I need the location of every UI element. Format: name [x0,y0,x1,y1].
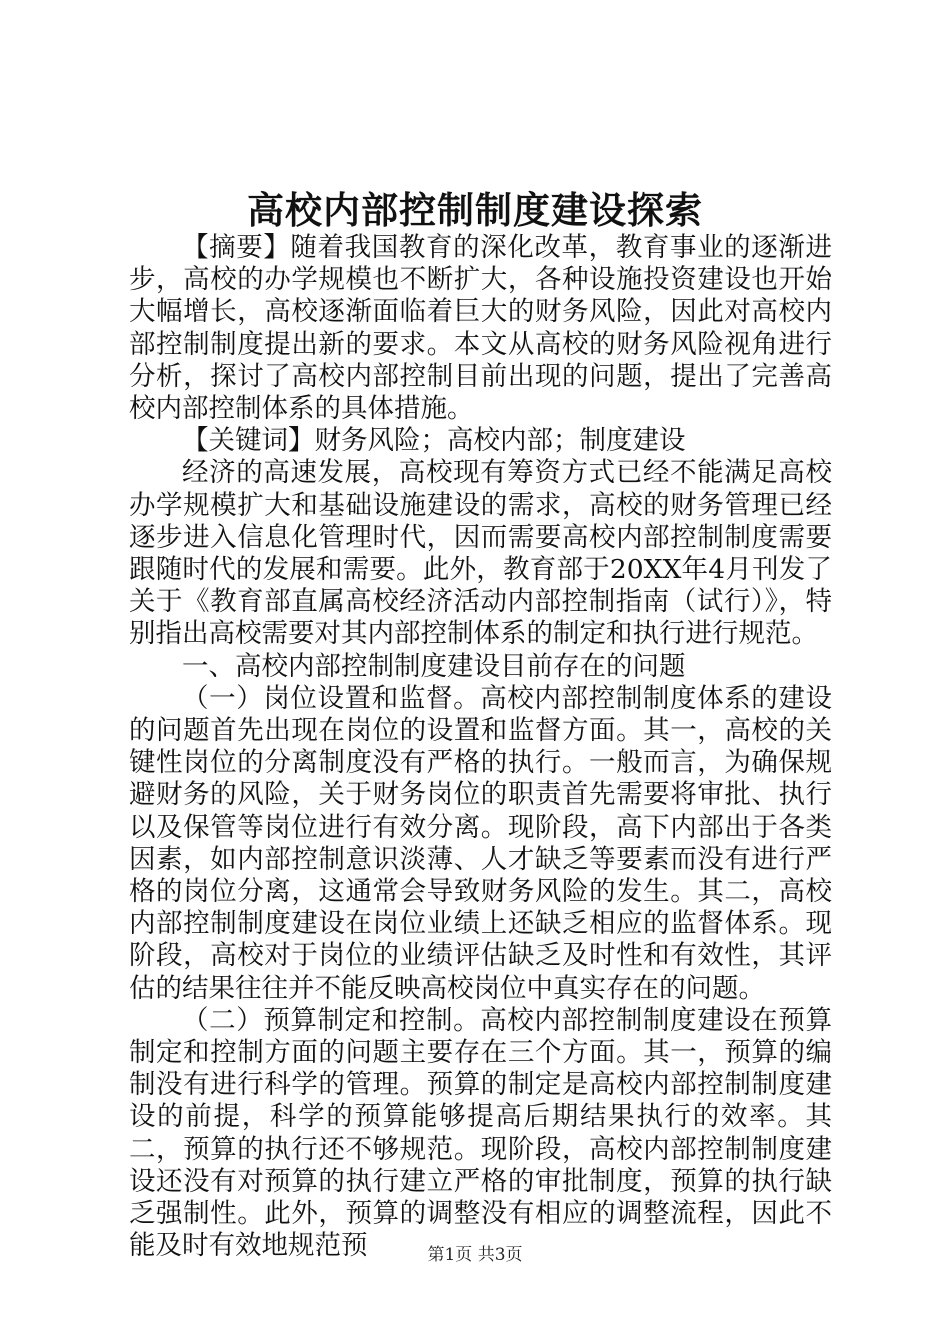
subsection-post-paragraph: （一）岗位设置和监督。高校内部控制制度体系的建设的问题首先出现在岗位的设置和监督方面。其一，高校的关键性岗位的分离制度没有严格的执行。一般而言，为确保规避财务的风险，关于财务岗位的职责首先需要将审批、执行以及保管等岗位进行有效分离。现阶段，高下内部出于各类因素，如内部控制意识淡薄、人才缺乏等要素而没有进行严格的岗位分离，这通常会导致财务风险的发生。其二，高校内部控制制度建设在岗位业绩上还缺乏相应的监督体系。现阶段，高校对于岗位的业绩评估缺乏及时性和有效性，其评估的结果往往并不能反映高校岗位中真实存在的问题。 [129,682,832,1004]
section-heading: 一、高校内部控制制度建设目前存在的问题 [182,650,686,682]
keywords-paragraph: 【关键词】财务风险；高校内部；制度建设 [182,425,686,457]
subsection-budget-paragraph: （二）预算制定和控制。高校内部控制制度建设在预算制定和控制方面的问题主要存在三个方面。其一，预算的编制没有进行科学的管理。预算的制定是高校内部控制制度建设的前提，科学的预算能够提高后期结果执行的效率。其二，预算的执行还不够规范。现阶段，高校内部控制制度建设还没有对预算的执行建立严格的审批制度，预算的执行缺乏强制性。此外，预算的调整没有相应的调整流程，因此不能及时有效地规范预 [129,1004,832,1262]
abstract-paragraph: 【摘要】随着我国教育的深化改革，教育事业的逐渐进步，高校的办学规模也不断扩大，各种设施投资建设也开始大幅增长，高校逐渐面临着巨大的财务风险，因此对高校内部控制制度提出新的要求。本文从高校的财务风险视角进行分析，探讨了高校内部控制目前出现的问题，提出了完善高校内部控制体系的具体措施。 [129,232,832,425]
page-footer: 第1页 共3页 [427,1245,523,1265]
intro-paragraph: 经济的高速发展，高校现有筹资方式已经不能满足高校办学规模扩大和基础设施建设的需求，高校的财务管理已经逐步进入信息化管理时代，因而需要高校内部控制制度需要跟随时代的发展和需要。此外，教育部于20XX年4月刊发了关于《教育部直属高校经济活动内部控制指南（试行）》，特别指出高校需要对其内部控制体系的制定和执行进行规范。 [129,457,832,650]
document-body [129,232,832,1263]
document-title: 高校内部控制制度建设探索 [247,188,703,232]
